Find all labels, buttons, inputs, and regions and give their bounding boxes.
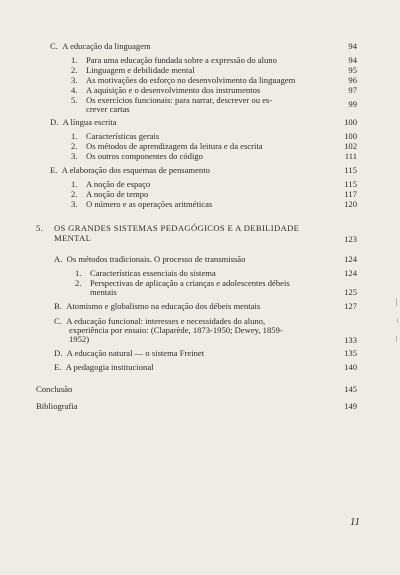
chapter-heading: 5. OS GRANDES SISTEMAS PEDAGÓGICOS E A DEBILIDADE	[36, 223, 300, 233]
toc-bibliografia: Bibliografia	[36, 401, 78, 411]
scan-mark	[396, 336, 397, 342]
toc-section-c: C. A educação funcional: interesses e necessidades do aluno,	[54, 316, 266, 326]
page-number: 111	[344, 151, 357, 161]
section-label: D.	[50, 117, 59, 127]
scan-mark	[396, 298, 397, 306]
page-number: 97	[348, 85, 357, 95]
page-number: 95	[348, 65, 357, 75]
page-number: 127	[344, 301, 357, 311]
section-label: E.	[50, 165, 58, 175]
chapter-heading-continuation: MENTAL	[54, 233, 92, 243]
page-number: 125	[344, 287, 357, 297]
page-number: 96	[348, 75, 357, 85]
page-number: 94	[348, 55, 357, 65]
page-number: 115	[344, 165, 357, 175]
section-title: A educação da linguagem	[62, 41, 151, 51]
toc-item: 1. A noção de espaço	[71, 179, 151, 189]
scan-mark	[397, 318, 398, 323]
toc-item: 2. Os métodos de aprendizagem da leitura e da escrita	[71, 141, 263, 151]
toc-section-b: B. Atomismo e globalismo na educação dos débeis mentais	[54, 301, 261, 311]
page-number: 135	[344, 348, 357, 358]
toc-item-continuation: mentais	[90, 287, 117, 297]
toc-section-continuation: experiência por ensaio: (Claparède, 1873-1950; Dewey, 1859-	[69, 325, 283, 335]
page-number: 94	[348, 41, 357, 51]
toc-section-d: D. A educação natural — o sistema Freinet	[54, 348, 205, 358]
toc-item: 2. Perspectivas de aplicação a crianças e adolescentes débeis	[75, 278, 290, 288]
page-number: 115	[344, 179, 357, 189]
page-number: 124	[344, 254, 357, 264]
page-number: 100	[344, 131, 357, 141]
section-title: A elaboração dos esquemas de pensamento	[61, 165, 210, 175]
page-number: 145	[344, 384, 357, 394]
page-number: 117	[344, 189, 357, 199]
page-number: 140	[344, 362, 357, 372]
toc-section-e: E. A pedagogia institucional	[54, 362, 154, 372]
toc-item: 4. A aquisição e o desenvolvimento dos instrumentos	[71, 85, 261, 95]
section-label: C.	[50, 41, 58, 51]
toc-item: 5. Os exercícios funcionais: para narrar, descrever ou es-	[71, 95, 273, 105]
toc-section-e	[50, 165, 210, 175]
toc-section-a: A. Os métodos tradicionais. O processo de transmissão	[54, 254, 246, 264]
toc-item: 3. Os outros componentes do código	[71, 151, 203, 161]
toc-item-continuation: crever cartas	[86, 104, 130, 114]
toc-item: 1. Para uma educação fundada sobre a expressão do aluno	[71, 55, 277, 65]
toc-item: 2. A noção de tempo	[71, 189, 149, 199]
folio-page-number: 11	[349, 516, 360, 528]
page-number: 100	[344, 117, 357, 127]
toc-item: 1. Características gerais	[71, 131, 160, 141]
page-number: 124	[344, 268, 357, 278]
toc-item: 2. Linguagem e debilidade mental	[71, 65, 195, 75]
toc-conclusao: Conclusão	[36, 384, 73, 394]
page-number: 99	[348, 99, 357, 109]
toc-section-c	[50, 41, 151, 51]
toc-section-continuation: 1952)	[69, 334, 90, 344]
section-title: A língua escrita	[62, 117, 117, 127]
toc-item: 3. As motivações do esforço no desenvolvimento da linguagem	[71, 75, 296, 85]
toc-item: 1. Características essenciais do sistema	[75, 268, 216, 278]
page-number: 120	[344, 199, 357, 209]
page-number: 123	[344, 234, 357, 244]
page-number: 102	[344, 141, 357, 151]
page-number: 133	[344, 335, 357, 345]
page-number: 149	[344, 401, 357, 411]
toc-section-d	[50, 117, 117, 127]
toc-item: 3. O número e as operações aritméticas	[71, 199, 213, 209]
